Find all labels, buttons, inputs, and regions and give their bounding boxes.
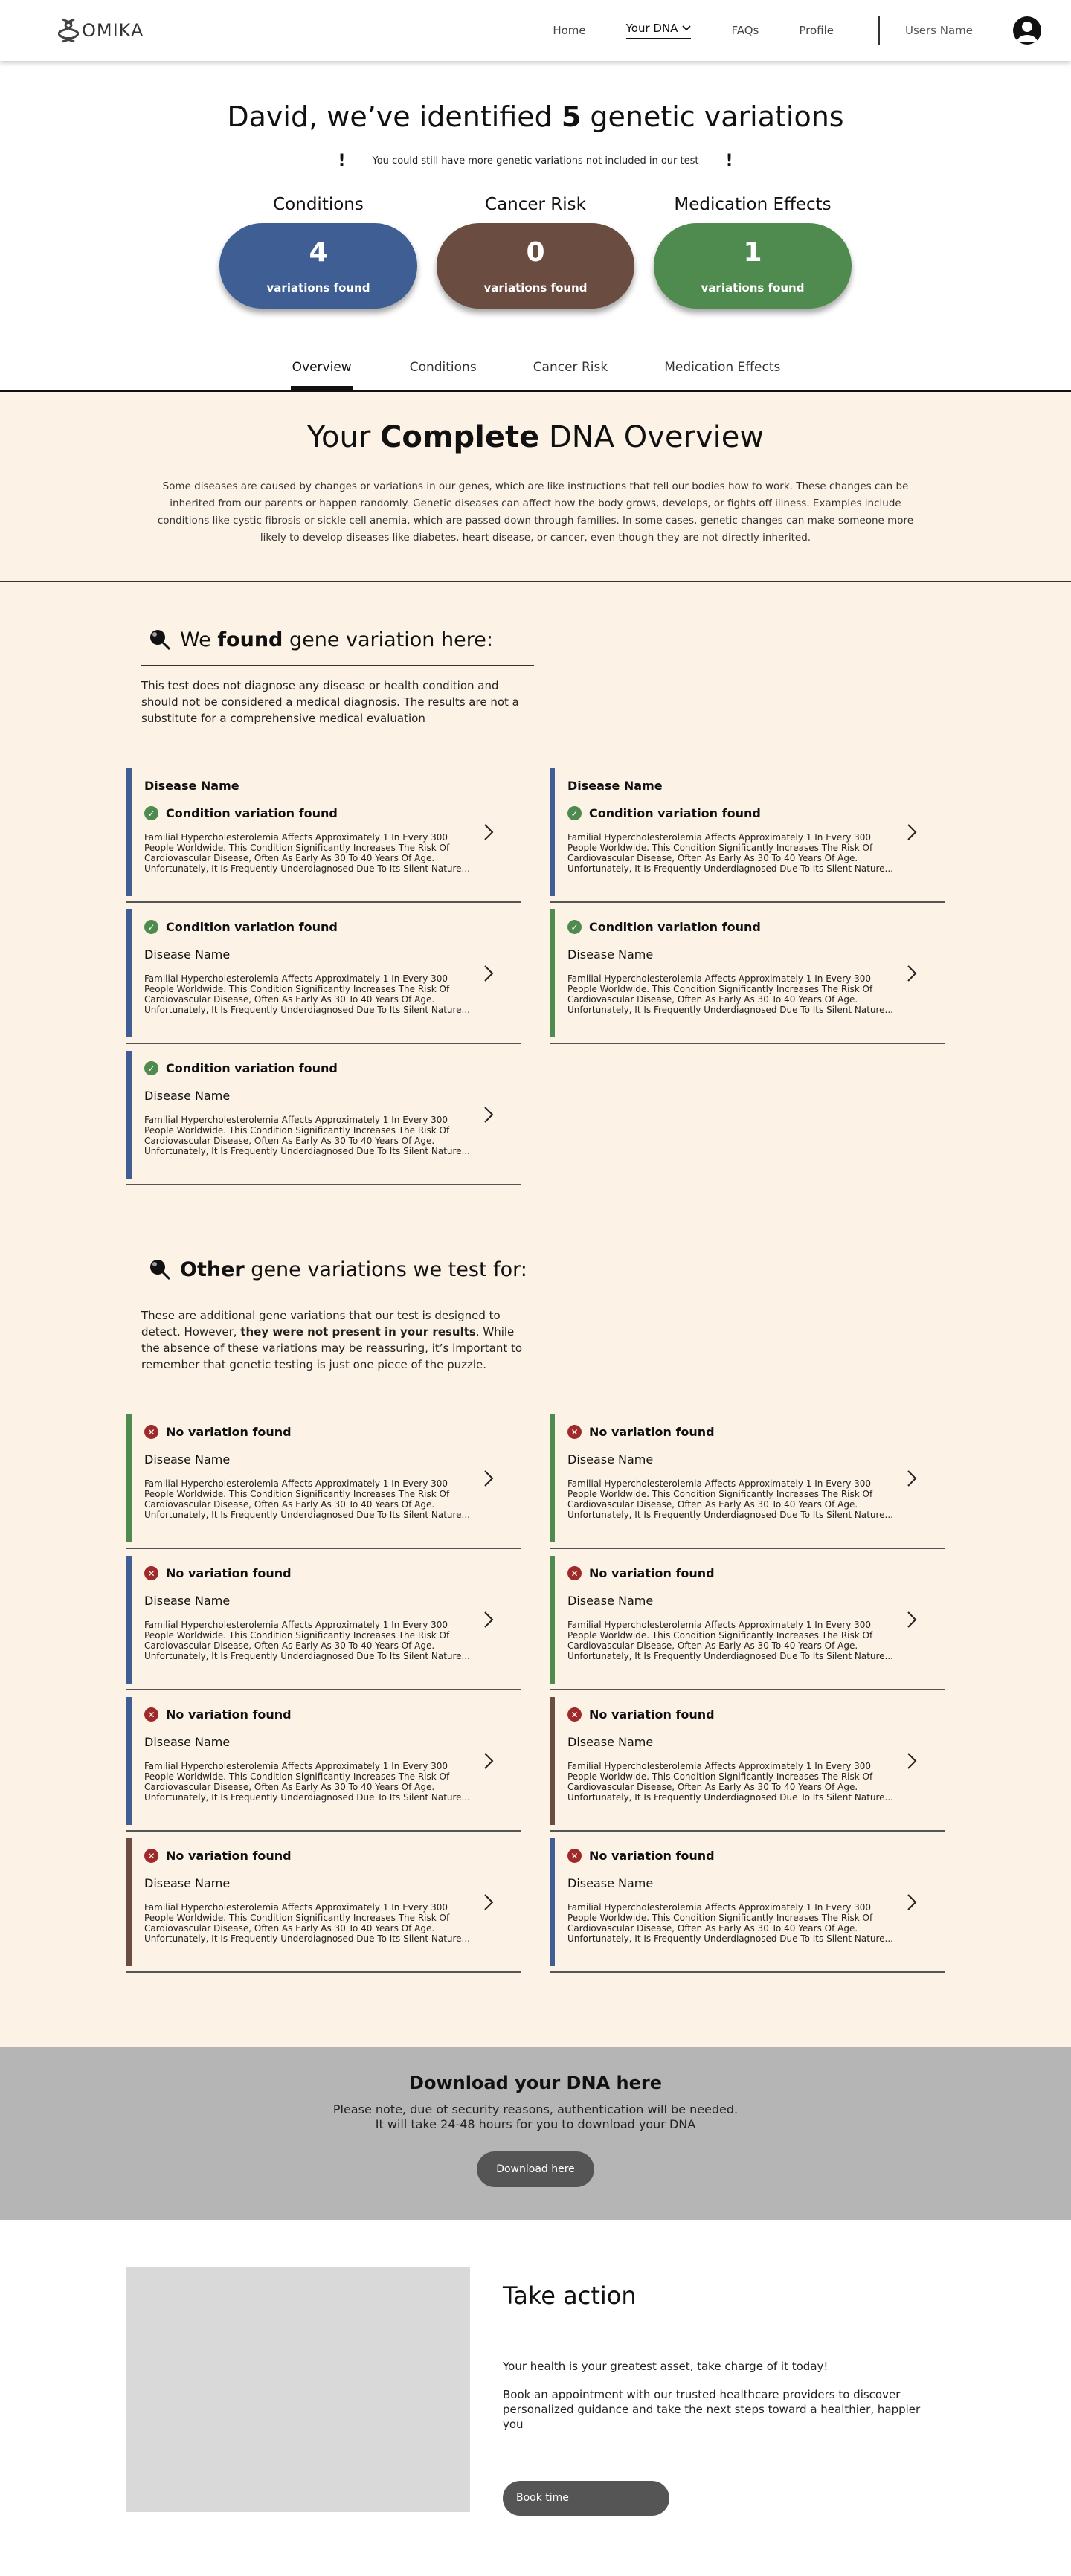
download-line2: It will take 24-48 hours for you to download your DNA	[375, 2117, 696, 2131]
overview-title-post: DNA Overview	[539, 420, 765, 454]
disease-name: Disease Name	[144, 947, 231, 962]
variation-status	[567, 1425, 900, 1439]
found-variation-card[interactable]	[550, 909, 945, 1044]
tab-cancer-risk[interactable]: Cancer Risk	[533, 360, 608, 375]
counter-number: 0	[526, 237, 545, 268]
disease-description: Familial Hypercholesterolemia Affects Approximately 1 In Every 300 People Worldwide. This Condition Significantly Increases The Risk Of Cardiovascular Disease, Often As Early As 30 To 40 Years Of Age. Unfortunately, It Is Frequently Underdiagnosed Due To Its Silent Nature...	[567, 1620, 893, 1661]
other-section	[126, 1185, 945, 2047]
counter-group	[0, 195, 1071, 309]
check-circle-icon: ✓	[567, 920, 582, 934]
chevron-right-icon	[481, 1106, 496, 1124]
found-heading-text	[180, 628, 493, 651]
chevron-right-icon	[904, 823, 919, 841]
overview-text: Some diseases are caused by changes or variations in our genes, which are like instructions that tell our bodies how to work. These changes can be inherited from our parents or happen randomly. Genetic diseases can affect how the body grows, develops, or fights off illness. Examples include conditions like cystic fibrosis or sickle cell anemia, which are passed down through families. In some cases, genetic changes can make someone more likely to develop diseases like diabetes, heart disease, or cancer, even though they are not directly inherited.	[157, 480, 914, 544]
chevron-right-icon	[481, 1752, 496, 1770]
variation-status	[144, 1566, 477, 1580]
status-label: No variation found	[589, 1566, 715, 1580]
image-placeholder	[126, 2267, 470, 2512]
disease-description: Familial Hypercholesterolemia Affects Approximately 1 In Every 300 People Worldwide. This Condition Significantly Increases The Risk Of Cardiovascular Disease, Often As Early As 30 To 40 Years Of Age. Unfortunately, It Is Frequently Underdiagnosed Due To Its Silent Nature...	[144, 1620, 470, 1661]
hero-note-text: You could still have more genetic variations not included in our test	[372, 155, 699, 167]
status-label: No variation found	[166, 1425, 292, 1439]
color-bar	[126, 909, 132, 1037]
x-circle-icon: ✕	[144, 1425, 158, 1439]
nav-profile[interactable]: Profile	[799, 24, 834, 37]
overview-title	[0, 420, 1071, 454]
check-circle-icon: ✓	[144, 1061, 158, 1075]
check-circle-icon: ✓	[567, 806, 582, 820]
title-post: genetic variations	[581, 100, 844, 133]
disease-name: Disease Name	[567, 947, 654, 962]
magnifier-icon	[147, 627, 173, 652]
tab-conditions[interactable]: Conditions	[409, 360, 477, 375]
other-head-post: gene variations we test for:	[244, 1258, 527, 1281]
dna-logo-icon	[58, 18, 79, 43]
other-variation-card[interactable]	[550, 1838, 945, 1973]
download-line1: Please note, due ot security reasons, authentication will be needed.	[332, 2102, 739, 2116]
other-variation-card[interactable]	[126, 1414, 521, 1549]
disease-name: Disease Name	[567, 1876, 654, 1890]
top-navbar	[0, 0, 1071, 61]
logo[interactable]	[58, 18, 144, 43]
check-circle-icon: ✓	[144, 806, 158, 820]
disease-description: Familial Hypercholesterolemia Affects Approximately 1 In Every 300 People Worldwide. This Condition Significantly Increases The Risk Of Cardiovascular Disease, Often As Early As 30 To 40 Years Of Age. Unfortunately, It Is Frequently Underdiagnosed Due To Its Silent Nature...	[144, 1478, 470, 1520]
take-action-p2: Book an appointment with our trusted healthcare providers to discover personalized guidance and take the next steps toward a healthier, happier you	[503, 2388, 921, 2431]
counter-medication-effects[interactable]	[654, 195, 852, 309]
x-circle-icon: ✕	[567, 1849, 582, 1863]
disease-description: Familial Hypercholesterolemia Affects Approximately 1 In Every 300 People Worldwide. This Condition Significantly Increases The Risk Of Cardiovascular Disease, Often As Early As 30 To 40 Years Of Age. Unfortunately, It Is Frequently Underdiagnosed Due To Its Silent Nature...	[567, 973, 893, 1015]
counter-number: 1	[743, 237, 762, 268]
status-label: No variation found	[166, 1707, 292, 1722]
other-variation-card[interactable]	[126, 1556, 521, 1690]
color-bar	[550, 1697, 555, 1825]
chevron-right-icon	[481, 1893, 496, 1911]
nav-divider	[878, 16, 880, 45]
counter-title: Conditions	[273, 195, 364, 214]
variation-status	[144, 1849, 477, 1863]
x-circle-icon: ✕	[567, 1707, 582, 1722]
disease-name: Disease Name	[144, 779, 239, 793]
found-variation-card[interactable]	[126, 1051, 521, 1185]
chevron-right-icon	[904, 965, 919, 982]
counter-cancer-risk[interactable]	[437, 195, 634, 309]
disease-description: Familial Hypercholesterolemia Affects Approximately 1 In Every 300 People Worldwide. This Condition Significantly Increases The Risk Of Cardiovascular Disease, Often As Early As 30 To 40 Years Of Age. Unfortunately, It Is Frequently Underdiagnosed Due To Its Silent Nature...	[567, 1902, 893, 1944]
status-label: Condition variation found	[166, 920, 338, 934]
color-bar	[550, 909, 555, 1037]
disease-description: Familial Hypercholesterolemia Affects Approximately 1 In Every 300 People Worldwide. This Condition Significantly Increases The Risk Of Cardiovascular Disease, Often As Early As 30 To 40 Years Of Age. Unfortunately, It Is Frequently Underdiagnosed Due To Its Silent Nature...	[144, 832, 470, 874]
found-description: This test does not diagnose any disease or health condition and should not be considered a medical diagnosis. The results are not a substitute for a comprehensive medical evaluation	[141, 665, 534, 727]
variation-status	[144, 806, 477, 820]
other-desc-bold: they were not present in your results	[240, 1325, 476, 1339]
color-bar	[550, 768, 555, 896]
take-action-p1: Your health is your greatest asset, take charge of it today!	[503, 2360, 829, 2373]
found-section	[126, 582, 945, 1185]
chevron-right-icon	[904, 1893, 919, 1911]
variation-status	[144, 920, 477, 934]
results-area	[0, 392, 1071, 2047]
disease-name: Disease Name	[144, 1089, 231, 1103]
exclamation-icon: !	[338, 152, 346, 170]
hero	[0, 61, 1071, 309]
other-variation-card[interactable]	[550, 1414, 945, 1549]
counter-pill	[437, 223, 634, 309]
status-label: Condition variation found	[589, 920, 761, 934]
nav-links	[512, 0, 1041, 61]
chevron-right-icon	[904, 1752, 919, 1770]
magnifier-icon	[147, 1257, 173, 1282]
x-circle-icon: ✕	[144, 1707, 158, 1722]
color-bar	[550, 1838, 555, 1966]
chevron-right-icon	[904, 1469, 919, 1487]
disease-name: Disease Name	[567, 1594, 654, 1608]
counter-conditions[interactable]	[219, 195, 417, 309]
download-note	[0, 2102, 1071, 2132]
found-variation-card[interactable]	[126, 768, 521, 903]
status-label: No variation found	[166, 1849, 292, 1863]
download-section	[0, 2047, 1071, 2220]
counter-sub: variations found	[266, 281, 370, 294]
chevron-right-icon	[481, 1611, 496, 1629]
disease-description: Familial Hypercholesterolemia Affects Approximately 1 In Every 300 People Worldwide. This Condition Significantly Increases The Risk Of Cardiovascular Disease, Often As Early As 30 To 40 Years Of Age. Unfortunately, It Is Frequently Underdiagnosed Due To Its Silent Nature...	[144, 1115, 470, 1156]
take-action-text	[503, 2267, 934, 2516]
disease-description: Familial Hypercholesterolemia Affects Approximately 1 In Every 300 People Worldwide. This Condition Significantly Increases The Risk Of Cardiovascular Disease, Often As Early As 30 To 40 Years Of Age. Unfortunately, It Is Frequently Underdiagnosed Due To Its Silent Nature...	[144, 1761, 470, 1803]
overview-title-bold: Complete	[380, 420, 540, 454]
download-button[interactable]: Download here	[477, 2151, 594, 2187]
variation-status	[144, 1707, 477, 1722]
chevron-right-icon	[481, 823, 496, 841]
disease-description: Familial Hypercholesterolemia Affects Approximately 1 In Every 300 People Worldwide. This Condition Significantly Increases The Risk Of Cardiovascular Disease, Often As Early As 30 To 40 Years Of Age. Unfortunately, It Is Frequently Underdiagnosed Due To Its Silent Nature...	[144, 973, 470, 1015]
title-pre: David, we’ve identified	[227, 100, 562, 133]
status-label: No variation found	[589, 1425, 715, 1439]
variation-status	[567, 1707, 900, 1722]
disease-name: Disease Name	[567, 1452, 654, 1466]
other-description	[141, 1295, 534, 1373]
disease-name: Disease Name	[567, 1735, 654, 1749]
chevron-down-icon	[682, 25, 691, 31]
status-label: No variation found	[589, 1707, 715, 1722]
found-head-post: gene variation here:	[283, 628, 493, 651]
status-label: No variation found	[166, 1566, 292, 1580]
variation-count: 5	[561, 100, 582, 133]
chevron-right-icon	[481, 1469, 496, 1487]
counter-pill	[219, 223, 417, 309]
variation-status	[567, 920, 900, 934]
disease-name: Disease Name	[144, 1452, 231, 1466]
variation-status	[144, 1425, 477, 1439]
other-desc-post: . While the absence of these variations may be reassuring, it’s important to remember that genetic testing is just one piece of the puzzle.	[141, 1325, 523, 1371]
variation-status	[567, 1849, 900, 1863]
found-card-grid	[126, 768, 945, 1185]
page-title	[0, 100, 1071, 133]
overview-title-pre: Your	[306, 420, 380, 454]
x-circle-icon: ✕	[567, 1566, 582, 1580]
other-heading-text	[180, 1258, 527, 1281]
nav-your-dna[interactable]	[626, 22, 692, 39]
disease-description: Familial Hypercholesterolemia Affects Approximately 1 In Every 300 People Worldwide. This Condition Significantly Increases The Risk Of Cardiovascular Disease, Often As Early As 30 To 40 Years Of Age. Unfortunately, It Is Frequently Underdiagnosed Due To Its Silent Nature...	[567, 1478, 893, 1520]
color-bar	[126, 1414, 132, 1542]
users-name[interactable]: Users Name	[904, 24, 973, 37]
take-action-title: Take action	[503, 2282, 637, 2310]
download-title: Download your DNA here	[409, 2073, 662, 2093]
other-variation-card[interactable]	[126, 1838, 521, 1973]
counter-pill	[654, 223, 852, 309]
nav-your-dna-label: Your DNA	[625, 22, 678, 35]
counter-sub: variations found	[483, 281, 588, 294]
disease-name: Disease Name	[144, 1876, 231, 1890]
overview-section	[0, 392, 1071, 582]
disease-description: Familial Hypercholesterolemia Affects Approximately 1 In Every 300 People Worldwide. This Condition Significantly Increases The Risk Of Cardiovascular Disease, Often As Early As 30 To 40 Years Of Age. Unfortunately, It Is Frequently Underdiagnosed Due To Its Silent Nature...	[144, 1902, 470, 1944]
color-bar	[126, 768, 132, 896]
found-head-pre: We	[180, 628, 218, 651]
other-card-grid	[126, 1414, 945, 1973]
other-variation-card[interactable]	[126, 1697, 521, 1832]
x-circle-icon: ✕	[567, 1425, 582, 1439]
color-bar	[126, 1838, 132, 1966]
chevron-right-icon	[481, 965, 496, 982]
user-avatar-icon[interactable]	[1013, 16, 1041, 45]
color-bar	[550, 1556, 555, 1684]
variation-status	[567, 1566, 900, 1580]
status-label: Condition variation found	[589, 806, 761, 820]
found-heading	[147, 627, 945, 652]
nav-faqs[interactable]: FAQs	[731, 24, 759, 37]
variation-status	[144, 1061, 477, 1075]
take-action-section	[0, 2220, 1071, 2568]
counter-title: Cancer Risk	[485, 195, 586, 214]
tab-bar	[0, 353, 1071, 392]
color-bar	[126, 1697, 132, 1825]
counter-sub: variations found	[701, 281, 805, 294]
color-bar	[126, 1051, 132, 1179]
status-label: Condition variation found	[166, 806, 338, 820]
nav-home[interactable]: Home	[553, 24, 586, 37]
found-variation-card[interactable]	[126, 909, 521, 1044]
hero-note	[0, 152, 1071, 170]
disease-name: Disease Name	[144, 1735, 231, 1749]
check-circle-icon: ✓	[144, 920, 158, 934]
other-variation-card[interactable]	[550, 1556, 945, 1690]
found-variation-card[interactable]	[550, 768, 945, 903]
disease-name: Disease Name	[144, 1594, 231, 1608]
disease-name: Disease Name	[567, 779, 663, 793]
other-desc-pre: These are additional gene variations that our test is designed to detect. However,	[141, 1309, 501, 1339]
disease-description: Familial Hypercholesterolemia Affects Approximately 1 In Every 300 People Worldwide. This Condition Significantly Increases The Risk Of Cardiovascular Disease, Often As Early As 30 To 40 Years Of Age. Unfortunately, It Is Frequently Underdiagnosed Due To Its Silent Nature...	[567, 1761, 893, 1803]
disease-description: Familial Hypercholesterolemia Affects Approximately 1 In Every 300 People Worldwide. This Condition Significantly Increases The Risk Of Cardiovascular Disease, Often As Early As 30 To 40 Years Of Age. Unfortunately, It Is Frequently Underdiagnosed Due To Its Silent Nature...	[567, 832, 893, 874]
counter-number: 4	[309, 237, 328, 268]
variation-status	[567, 806, 900, 820]
other-heading	[147, 1257, 945, 1282]
status-label: No variation found	[589, 1849, 715, 1863]
other-variation-card[interactable]	[550, 1697, 945, 1832]
exclamation-icon: !	[725, 152, 733, 170]
tab-medication-effects[interactable]: Medication Effects	[664, 360, 781, 375]
x-circle-icon: ✕	[144, 1849, 158, 1863]
color-bar	[550, 1414, 555, 1542]
color-bar	[126, 1556, 132, 1684]
other-head-bold: Other	[180, 1258, 245, 1281]
counter-title: Medication Effects	[674, 195, 832, 214]
chevron-right-icon	[904, 1611, 919, 1629]
book-time-button[interactable]: Book time	[503, 2481, 669, 2516]
tab-overview[interactable]: Overview	[291, 353, 353, 390]
found-head-bold: found	[217, 628, 283, 651]
status-label: Condition variation found	[166, 1061, 338, 1075]
logo-text: OMIKA	[82, 20, 144, 41]
x-circle-icon: ✕	[144, 1566, 158, 1580]
